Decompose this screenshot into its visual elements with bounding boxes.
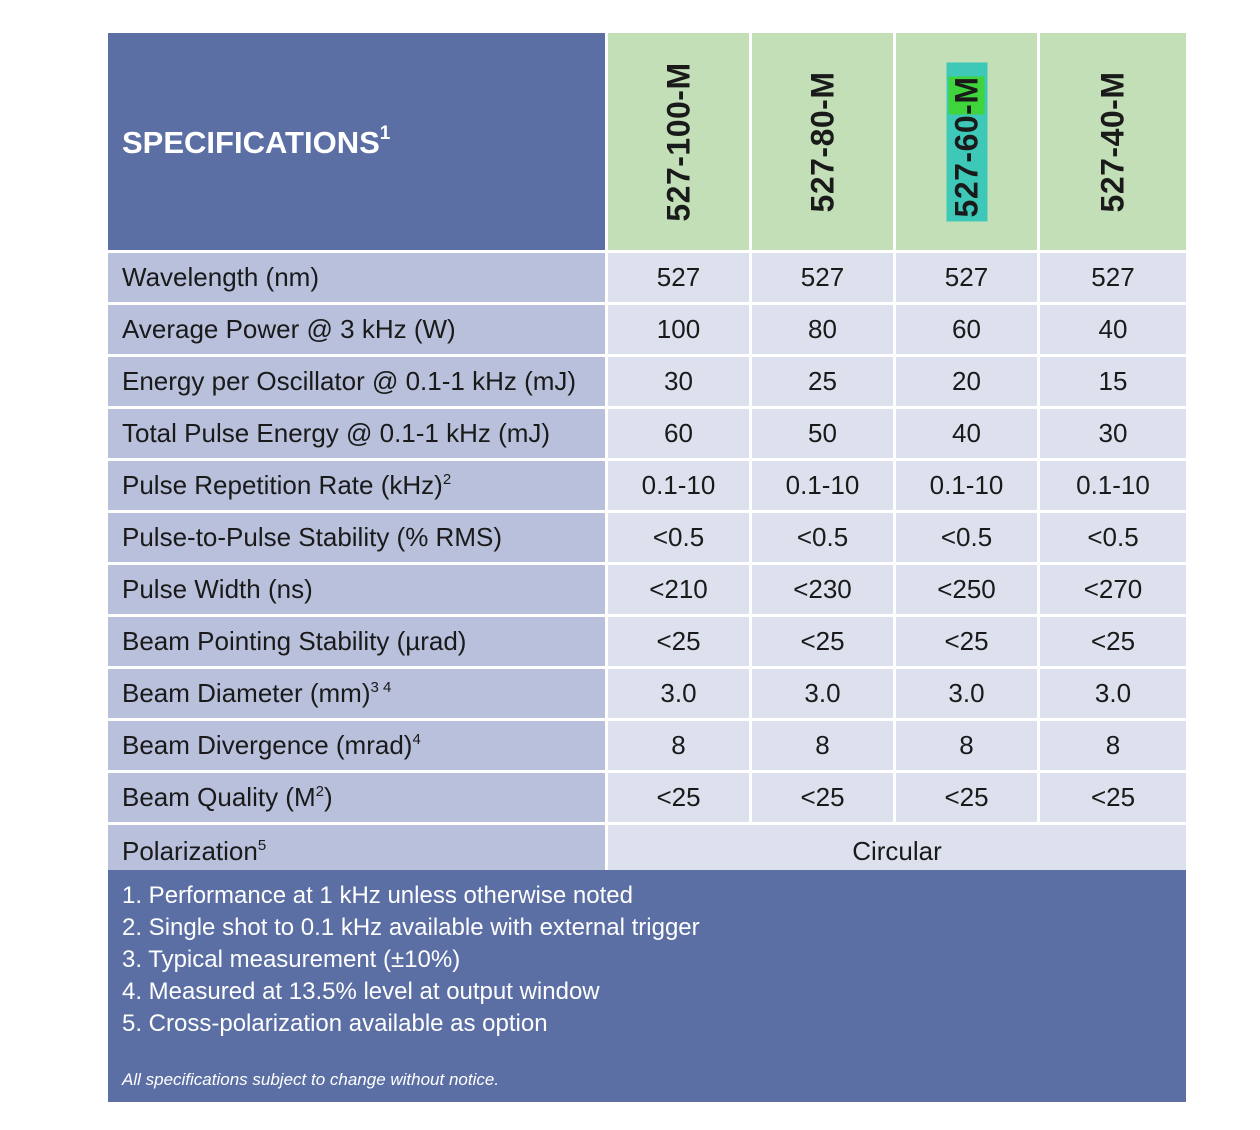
row-label-text: Wavelength (nm) bbox=[122, 262, 319, 292]
table-cell: <0.5 bbox=[896, 513, 1040, 565]
table-cell: 527 bbox=[896, 253, 1040, 305]
row-label-footnote: 4 bbox=[412, 731, 421, 748]
table-row bbox=[108, 565, 1186, 617]
row-label-text: Pulse-to-Pulse Stability (% RMS) bbox=[122, 522, 502, 552]
footnote-1: 1. Performance at 1 kHz unless otherwise noted bbox=[122, 882, 633, 909]
table-cell: 30 bbox=[608, 357, 752, 409]
title-footnote: 1 bbox=[379, 122, 391, 144]
table-cell: 25 bbox=[752, 357, 896, 409]
table-cell: 0.1-10 bbox=[896, 461, 1040, 513]
table-cell: 0.1-10 bbox=[1040, 461, 1186, 513]
table-cell: <25 bbox=[1040, 617, 1186, 669]
table-cell: <250 bbox=[896, 565, 1040, 617]
row-label bbox=[108, 565, 608, 617]
model-header-527-100-m bbox=[608, 33, 752, 253]
table-cell: 50 bbox=[752, 409, 896, 461]
table-cell: 0.1-10 bbox=[608, 461, 752, 513]
table-cell: 40 bbox=[1040, 305, 1186, 357]
table-row bbox=[108, 773, 1186, 825]
table-cell: 8 bbox=[1040, 721, 1186, 773]
table-cell: 3.0 bbox=[1040, 669, 1186, 721]
table-row bbox=[108, 461, 1186, 513]
table-cell: <25 bbox=[1040, 773, 1186, 825]
row-label-text: Pulse Width (ns) bbox=[122, 574, 313, 604]
row-label-text: Polarization bbox=[122, 835, 258, 866]
table-row bbox=[108, 513, 1186, 565]
model-name: 527-100-M bbox=[660, 61, 696, 222]
table-title-text: SPECIFICATIONS bbox=[122, 124, 380, 160]
table-cell: <270 bbox=[1040, 565, 1186, 617]
table-cell: 30 bbox=[1040, 409, 1186, 461]
row-label-footnote: 5 bbox=[257, 836, 267, 854]
row-label bbox=[108, 513, 608, 565]
model-name: 527-40-M bbox=[1094, 71, 1131, 212]
table-cell: <210 bbox=[608, 565, 752, 617]
row-label bbox=[108, 305, 608, 357]
table-cell: 40 bbox=[896, 409, 1040, 461]
table-row bbox=[108, 409, 1186, 461]
table-cell: <25 bbox=[752, 773, 896, 825]
table-row bbox=[108, 305, 1186, 357]
table-cell: 60 bbox=[896, 305, 1040, 357]
table-cell: <230 bbox=[752, 565, 896, 617]
table-title bbox=[108, 33, 608, 253]
table-cell: <25 bbox=[752, 617, 896, 669]
row-label bbox=[108, 461, 608, 513]
footnote-2: 2. Single shot to 0.1 kHz available with external trigger bbox=[122, 914, 700, 941]
table-row bbox=[108, 357, 1186, 409]
row-label bbox=[108, 669, 608, 721]
table-row bbox=[108, 721, 1186, 773]
row-label bbox=[108, 253, 608, 305]
footnote-3: 3. Typical measurement (±10%) bbox=[122, 946, 461, 973]
model-header-527-40-m bbox=[1040, 33, 1186, 253]
table-cell: 527 bbox=[752, 253, 896, 305]
row-label-text: Beam Quality (M bbox=[122, 782, 316, 812]
table-cell: 0.1-10 bbox=[752, 461, 896, 513]
model-header-527-80-m bbox=[752, 33, 896, 253]
row-label-text: Beam Diameter (mm) bbox=[122, 678, 371, 708]
table-cell: 8 bbox=[896, 721, 1040, 773]
highlight-accent: -M bbox=[948, 76, 984, 115]
row-label bbox=[108, 409, 608, 461]
row-label-footnote: 3 4 bbox=[370, 679, 392, 696]
table-cell: 8 bbox=[608, 721, 752, 773]
row-label bbox=[108, 773, 608, 825]
row-label-text: Total Pulse Energy @ 0.1-1 kHz (mJ) bbox=[122, 418, 551, 448]
table-cell: 3.0 bbox=[896, 669, 1040, 721]
table-cell: 8 bbox=[752, 721, 896, 773]
row-label-footnote: 2 bbox=[315, 783, 324, 800]
table-cell: <0.5 bbox=[1040, 513, 1186, 565]
table-cell: 20 bbox=[896, 357, 1040, 409]
table-cell: <25 bbox=[608, 773, 752, 825]
row-label-text: Pulse Repetition Rate (kHz) bbox=[122, 470, 443, 500]
row-label-text: Average Power @ 3 kHz (W) bbox=[122, 314, 456, 344]
row-label-text: Beam Divergence (mrad) bbox=[122, 730, 413, 760]
row-label-text: Energy per Oscillator @ 0.1-1 kHz (mJ) bbox=[122, 366, 577, 396]
table-cell: 527 bbox=[1040, 253, 1186, 305]
table-cell: 100 bbox=[608, 305, 752, 357]
row-label bbox=[108, 721, 608, 773]
model-header-527-60-m bbox=[896, 33, 1040, 253]
table-cell: 527 bbox=[608, 253, 752, 305]
row-label-text: Beam Pointing Stability (µrad) bbox=[122, 626, 467, 656]
table-cell: <25 bbox=[608, 617, 752, 669]
table-cell: <0.5 bbox=[608, 513, 752, 565]
model-name-highlighted bbox=[946, 62, 987, 221]
table-cell: 3.0 bbox=[752, 669, 896, 721]
table-cell: 3.0 bbox=[608, 669, 752, 721]
table-cell: <25 bbox=[896, 773, 1040, 825]
row-label-footnote: 2 bbox=[442, 471, 452, 488]
row-label bbox=[108, 357, 608, 409]
table-cell: 15 bbox=[1040, 357, 1186, 409]
row-label-suffix: ) bbox=[323, 782, 333, 812]
table-row bbox=[108, 253, 1186, 305]
table-row bbox=[108, 669, 1186, 721]
footnotes-box bbox=[108, 870, 1186, 1102]
table-cell: <0.5 bbox=[752, 513, 896, 565]
polarization-value: Circular bbox=[608, 825, 1186, 877]
footnote-5: 5. Cross-polarization available as option bbox=[122, 1010, 548, 1037]
row-label bbox=[108, 617, 608, 669]
specifications-table bbox=[108, 33, 1186, 877]
model-name: 527-80-M bbox=[804, 71, 840, 212]
table-cell: 80 bbox=[752, 305, 896, 357]
disclaimer: All specifications subject to change without notice. bbox=[122, 1070, 500, 1089]
table-cell: 60 bbox=[608, 409, 752, 461]
table-row bbox=[108, 617, 1186, 669]
model-name-main: 527-60-M bbox=[948, 76, 984, 217]
footnote-4: 4. Measured at 13.5% level at output window bbox=[122, 978, 600, 1005]
table-cell: <25 bbox=[896, 617, 1040, 669]
header-row bbox=[108, 33, 1186, 253]
